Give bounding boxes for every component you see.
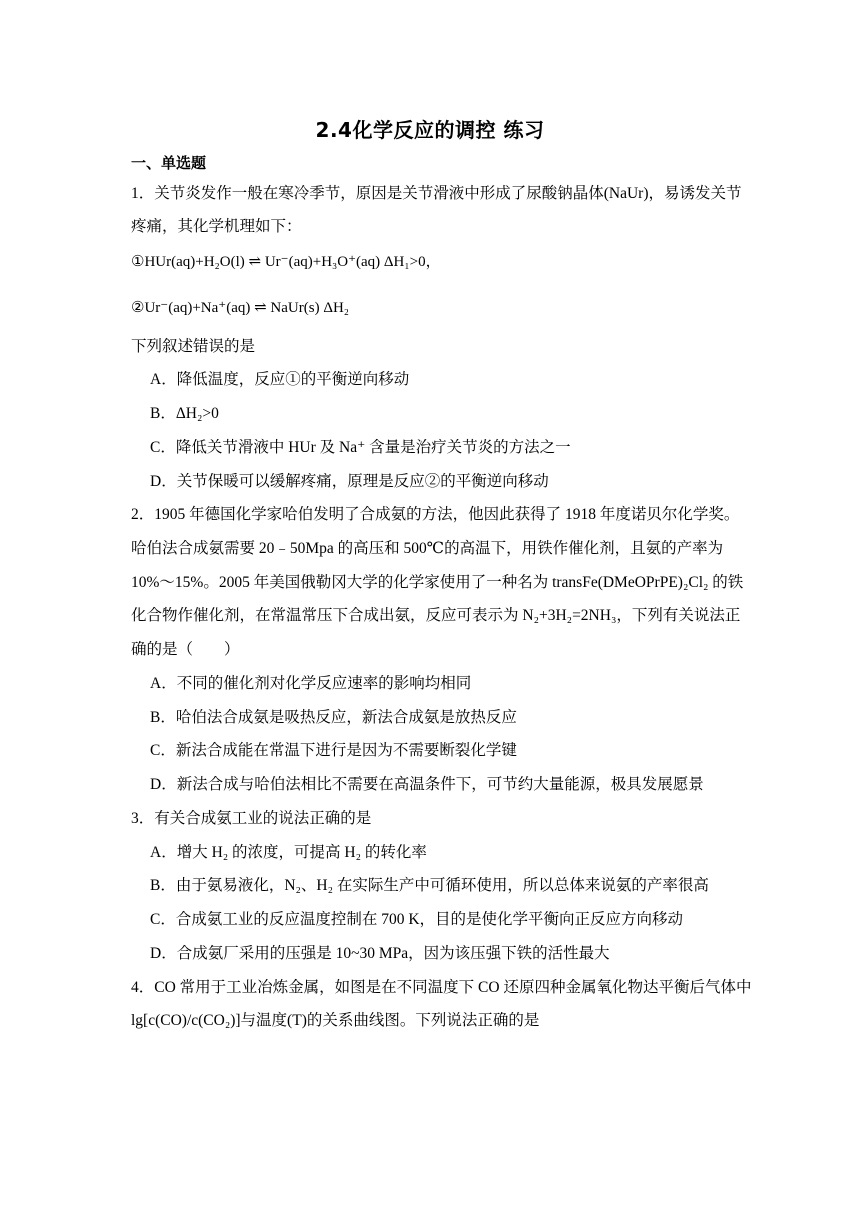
q2-stem-line-3: 10%～15%。2005 年美国俄勒冈大学的化学家使用了一种名为 transFe(DMeOPrPE)₂Cl₂ 的铁 — [131, 574, 744, 591]
q3-option-c: C．合成氨工业的反应温度控制在 700 K，目的是使化学平衡向正反应方向移动 — [150, 911, 684, 928]
q3-option-b: B．由于氨易液化，N₂、H₂ 在实际生产中可循环使用，所以总体来说氨的产率很高 — [150, 877, 709, 894]
q3-option-d: D．合成氨厂采用的压强是 10~30 MPa，因为该压强下铁的活性最大 — [150, 945, 610, 962]
q1-option-b: B．ΔH₂>0 — [150, 405, 219, 422]
q2-option-c: C．新法合成能在常温下进行是因为不需要断裂化学键 — [150, 742, 517, 759]
q2-stem-line-4: 化合物作催化剂，在常温常压下合成出氨，反应可表示为 N₂+3H₂=2NH₃，下列有关说法正 — [131, 607, 741, 624]
page-title: 2.4化学反应的调控 练习 — [315, 118, 545, 142]
q2-option-b: B．哈伯法合成氨是吸热反应，新法合成氨是放热反应 — [150, 709, 517, 726]
q2-stem-line-5: 确的是（ ） — [131, 641, 240, 658]
q1-option-c: C．降低关节滑液中 HUr 及 Na⁺ 含量是治疗关节炎的方法之一 — [150, 439, 571, 456]
q4-stem-line-1: 4．CO 常用于工业冶炼金属，如图是在不同温度下 CO 还原四种金属氧化物达平衡后气体中 — [131, 979, 752, 996]
q1-option-d: D．关节保暖可以缓解疼痛，原理是反应②的平衡逆向移动 — [150, 473, 549, 490]
q1-question: 下列叙述错误的是 — [131, 338, 256, 355]
q4-stem-line-2: lg[c(CO)/c(CO₂)]与温度(T)的关系曲线图。下列说法正确的是 — [131, 1012, 540, 1029]
q2-option-a: A．不同的催化剂对化学反应速率的影响均相同 — [150, 675, 472, 692]
q3-stem: 3．有关合成氨工业的说法正确的是 — [131, 810, 372, 827]
q2-stem-line-1: 2．1905 年德国化学家哈伯发明了合成氨的方法，他因此获得了 1918 年度诺贝尔化学奖。 — [131, 506, 740, 523]
q1-equation-1: ①HUr(aq)+H₂O(l) ⇌ Ur⁻(aq)+H₃O⁺(aq) ΔH₁>0， — [131, 254, 441, 270]
q1-equation-2: ②Ur⁻(aq)+Na⁺(aq) ⇌ NaUr(s) ΔH₂ — [131, 300, 350, 316]
q3-option-a: A．增大 H₂ 的浓度，可提高 H₂ 的转化率 — [150, 844, 427, 861]
q2-option-d: D．新法合成与哈伯法相比不需要在高温条件下，可节约大量能源，极具发展愿景 — [150, 776, 704, 793]
q2-stem-line-2: 哈伯法合成氨需要 20﹣50Mpa 的高压和 500℃的高温下，用铁作催化剂，且氨的产率为 — [131, 540, 724, 557]
q1-stem-line-1: 1．关节炎发作一般在寒冷季节，原因是关节滑液中形成了尿酸钠晶体(NaUr)，易诱发关节 — [131, 185, 742, 202]
q1-stem-line-2: 疼痛，其化学机理如下： — [131, 218, 302, 235]
section-heading: 一、单选题 — [131, 154, 207, 172]
q1-option-a: A．降低温度，反应①的平衡逆向移动 — [150, 371, 410, 388]
